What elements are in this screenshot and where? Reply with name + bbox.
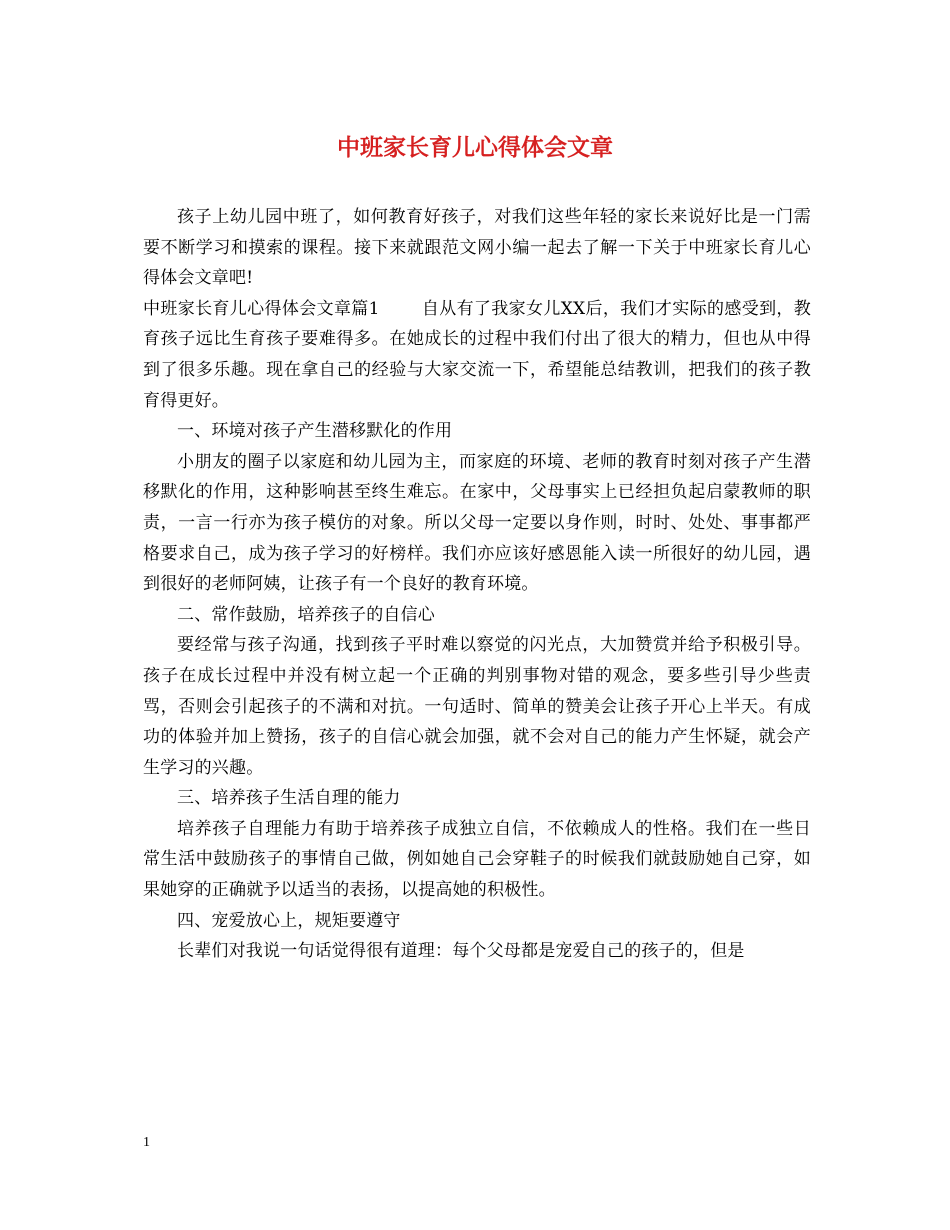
section-heading-4: 四、宠爱放心上，规矩要遵守 [177, 910, 401, 931]
section-heading-1: 一、环境对孩子产生潜移默化的作用 [177, 421, 453, 442]
document-title: 中班家长育儿心得体会文章 [337, 134, 613, 161]
document-body [143, 202, 811, 967]
article-label: 中班家长育儿心得体会文章篇1 [143, 298, 380, 319]
article-first-paragraph [143, 294, 811, 416]
page-number: 1 [143, 1135, 150, 1150]
section-paragraph-2: 要经常与孩子沟通，找到孩子平时难以察觉的闪光点，大加赞赏并给予积极引导。孩子在成长过程中并没有树立起一个正确的判别事物对错的观念，要多些引导少些责骂，否则会引起孩子的不满和对抗。一句适时、简单的赞美会让孩子开心上半天。有成功的体验并加上赞扬，孩子的自信心就会加强，就不会对自己的能力产生怀疑，就会产生学习的兴趣。 [143, 635, 811, 778]
intro-paragraph: 孩子上幼儿园中班了，如何教育好孩子，对我们这些年轻的家长来说好比是一门需要不断学习和摸索的课程。接下来就跟范文网小编一起去了解一下关于中班家长育儿心得体会文章吧! [143, 207, 811, 289]
section-paragraph-3: 培养孩子自理能力有助于培养孩子成独立自信，不依赖成人的性格。我们在一些日常生活中鼓励孩子的事情自己做，例如她自己会穿鞋子的时候我们就鼓励她自己穿，如果她穿的正确就予以适当的表扬，以提高她的积极性。 [143, 818, 811, 901]
section-paragraph-4: 长辈们对我说一句话觉得很有道理：每个父母都是宠爱自己的孩子的，但是 [177, 941, 745, 962]
section-paragraph-1: 小朋友的圈子以家庭和幼儿园为主，而家庭的环境、老师的教育时刻对孩子产生潜移默化的作用，这种影响甚至终生难忘。在家中，父母事实上已经担负起启蒙教师的职责，一言一行亦为孩子模仿的对象。所以父母一定要以身作则，时时、处处、事事都严格要求自己，成为孩子学习的好榜样。我们亦应该好感恩能入读一所很好的幼儿园，遇到很好的老师阿姨，让孩子有一个良好的教育环境。 [143, 451, 811, 595]
section-heading-3: 三、培养孩子生活自理的能力 [177, 788, 401, 809]
article-intro-text: 自从有了我家女儿XX后，我们才实际的感受到，教育孩子远比生育孩子要难得多。在她成长的过程中我们付出了很大的精力，但也从中得到了很多乐趣。现在拿自己的经验与大家交流一下，希望能总结教训，把我们的孩子教育得更好。 [143, 298, 811, 411]
section-heading-2: 二、常作鼓励，培养孩子的自信心 [177, 604, 435, 625]
